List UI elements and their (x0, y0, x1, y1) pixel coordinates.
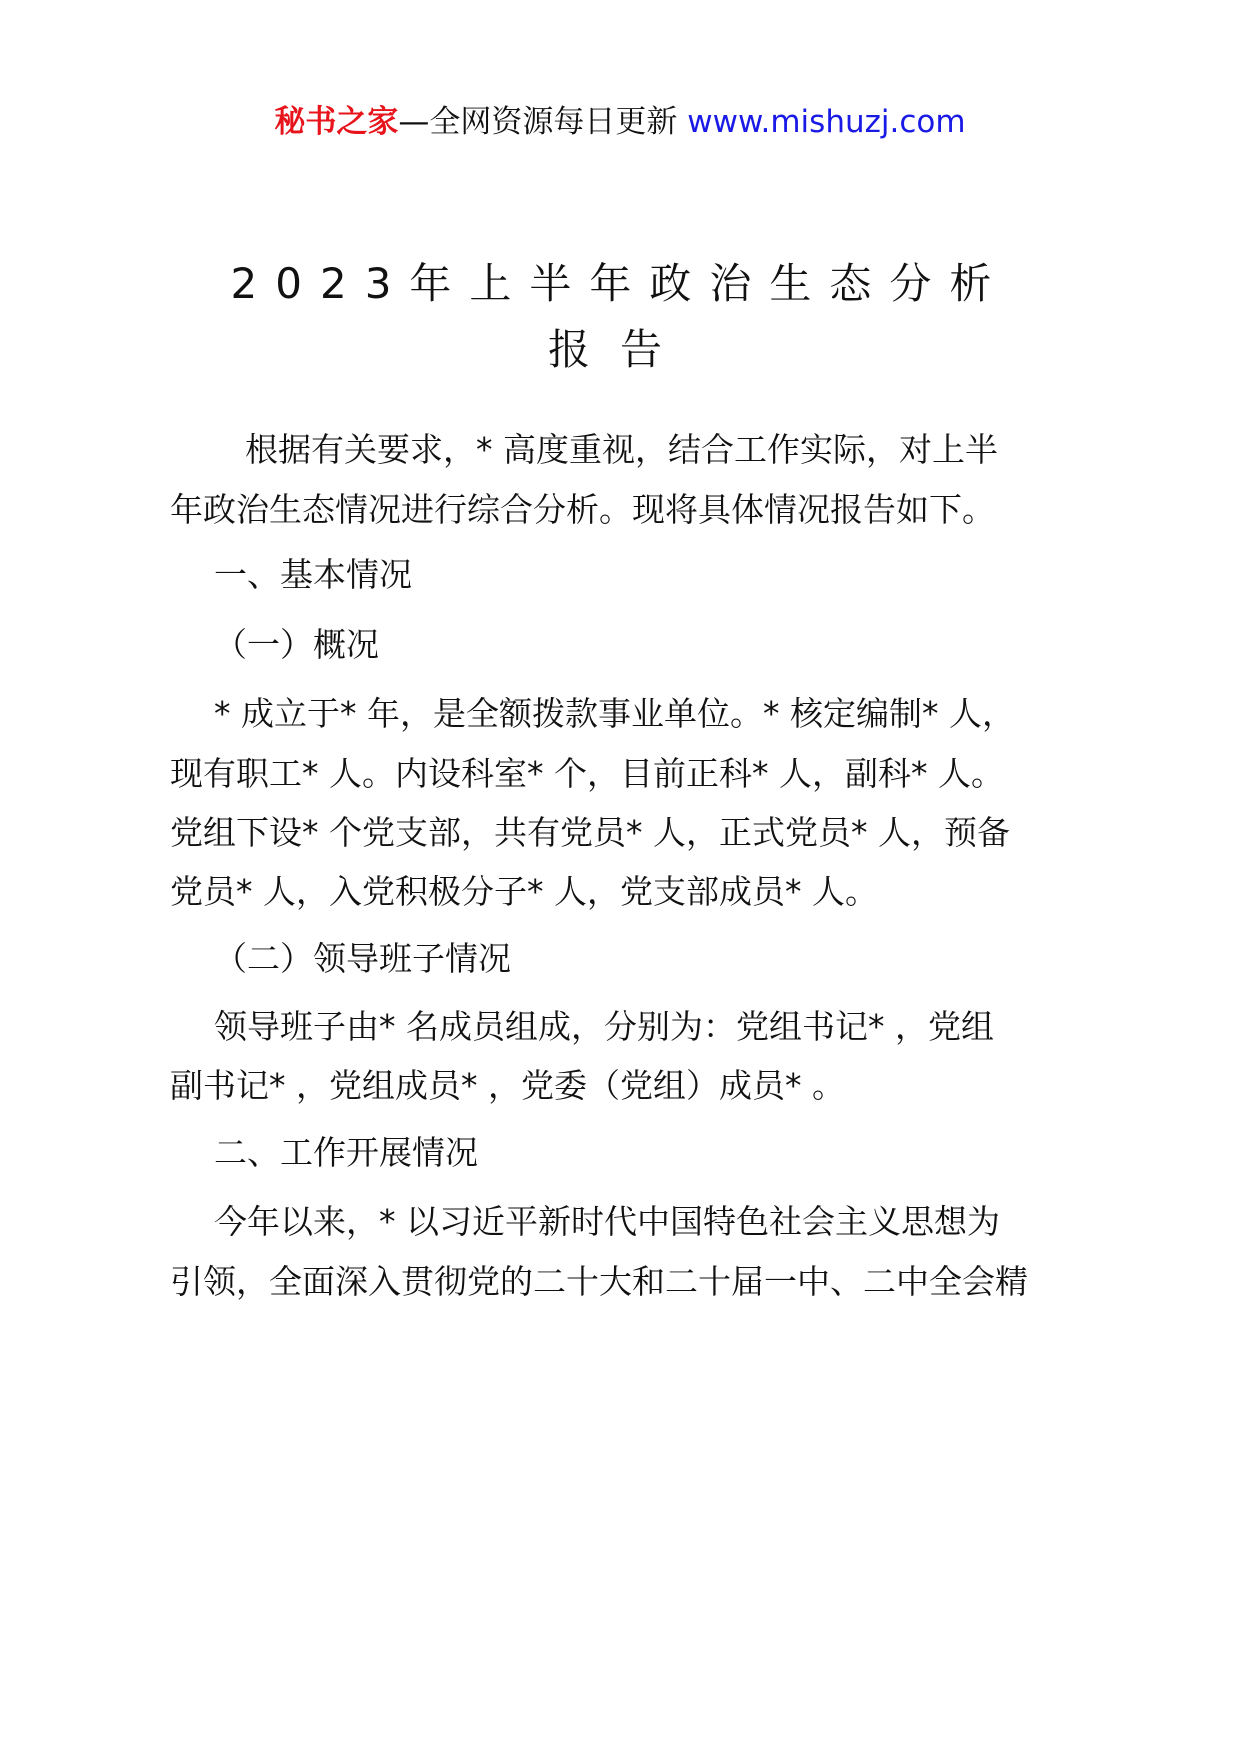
overview-paragraph-line-4: 党员* 人，入党积极分子* 人，党支部成员* 人。 (170, 872, 878, 911)
intro-paragraph-line-1: 根据有关要求，* 高度重视，结合工作实际，对上半 (245, 430, 998, 469)
work-paragraph-line-1: 今年以来，* 以习近平新时代中国特色社会主义思想为 (214, 1202, 1000, 1241)
section-heading-2: 二、工作开展情况 (214, 1133, 478, 1172)
document-title-line-2: 报告 (547, 325, 692, 374)
leadership-paragraph-line-1: 领导班子由* 名成员组成，分别为：党组书记* ，党组 (214, 1007, 994, 1046)
leadership-paragraph-line-2: 副书记* ，党组成员* ，党委（党组）成员* 。 (170, 1066, 845, 1105)
overview-paragraph-line-3: 党组下设* 个党支部，共有党员* 人，正式党员* 人，预备 (170, 813, 1010, 852)
overview-paragraph-line-2: 现有职工* 人。内设科室* 个，目前正科* 人，副科* 人。 (170, 754, 1004, 793)
banner-tagline: —全网资源每日更新 (398, 104, 678, 140)
work-paragraph-line-2: 引领，全面深入贯彻党的二十大和二十届一中、二中全会精 (170, 1262, 1028, 1301)
section-heading-1: 一、基本情况 (214, 555, 412, 594)
subsection-heading-1: （一）概况 (214, 625, 379, 664)
brand-name: 秘书之家 (274, 104, 399, 140)
site-url-link[interactable]: www.mishuzj.com (687, 104, 966, 140)
site-banner (0, 100, 1240, 144)
document-title-line-1: 2023年上半年政治生态分析 (230, 259, 1010, 308)
overview-paragraph-line-1: * 成立于* 年，是全额拨款事业单位。* 核定编制* 人， (214, 694, 1015, 733)
intro-paragraph-line-2: 年政治生态情况进行综合分析。现将具体情况报告如下。 (170, 490, 995, 529)
subsection-heading-2: （二）领导班子情况 (214, 939, 511, 978)
